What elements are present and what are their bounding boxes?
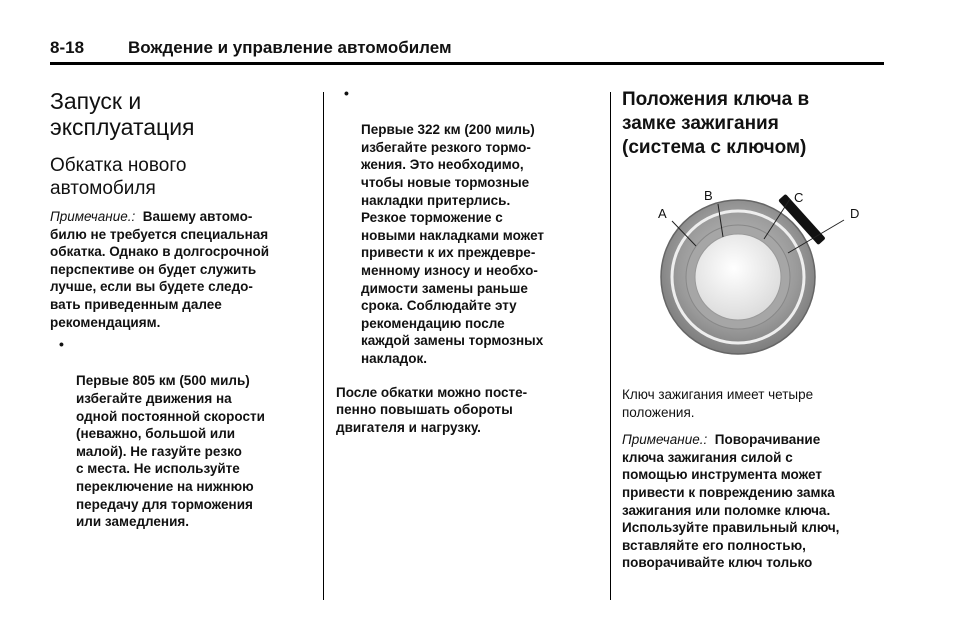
position-label-c: C	[794, 190, 804, 205]
header-rule	[50, 62, 884, 65]
column-divider-1	[323, 92, 324, 600]
column-3	[622, 88, 892, 578]
page-number: 8-18	[50, 38, 85, 57]
break-in-note	[50, 208, 315, 331]
page-header	[50, 38, 884, 60]
column-1	[50, 88, 315, 539]
column-divider-2	[610, 92, 611, 600]
ignition-switch-illustration	[622, 180, 892, 370]
bullet-text: Первые 322 км (200 миль) избегайте резкого тормо- жения. Это необходимо, чтобы новые тормозные накладки притерлись. Резкое торможение с новыми накладками может привести к их преждевре- менному износу и необхо- димости замены раньше срока. Соблюдайте эту рекомендацию после каждой замены тормозных накладок.	[361, 122, 545, 366]
position-label-a: A	[658, 206, 667, 221]
section-title: Вождение и управление автомобилем	[128, 38, 452, 57]
note-text: Поворачивание ключа зажигания силой с помощью инструмента может привести к повреждению замка зажигания или поломке ключа. Используйте правильный ключ, вставляйте его полностью, поворачивайте ключ только	[622, 432, 840, 571]
ignition-heading: Положения ключа в замке зажигания (система с ключом)	[622, 89, 810, 158]
position-label-b: B	[704, 188, 713, 203]
after-break-in-text: После обкатки можно посте- пенно повышать обороты двигателя и нагрузку.	[336, 384, 528, 435]
bullet-dot: •	[59, 336, 64, 353]
bullet-text: Первые 805 км (500 миль) избегайте движения на одной постоянной скорости (неважно, большой или малой). Не газуйте резко с места. Не используйте переключение на нижнюю передачу для торможения или замедления.	[76, 373, 265, 530]
bullet-dot: •	[344, 85, 349, 101]
section-heading: Запуск и эксплуатация	[50, 88, 195, 140]
column-2	[336, 86, 586, 442]
figure-caption: Ключ зажигания имеет четыре положения.	[622, 387, 814, 420]
note-label: Примечание.:	[50, 209, 136, 224]
position-label-d: D	[850, 206, 860, 221]
note-text: Вашему автомо- билю не требуется специальная обкатка. Однако в долгосрочной перспективе он будет служить лучше, если вы будете следо- вать приведенным далее рекомендациям.	[50, 209, 270, 330]
note-label: Примечание.:	[622, 432, 708, 448]
bullet-item	[50, 337, 315, 531]
subsection-heading: Обкатка нового автомобиля	[50, 155, 187, 199]
ignition-drawing	[661, 194, 844, 354]
ignition-note	[622, 431, 892, 572]
bullet-item	[336, 86, 586, 368]
